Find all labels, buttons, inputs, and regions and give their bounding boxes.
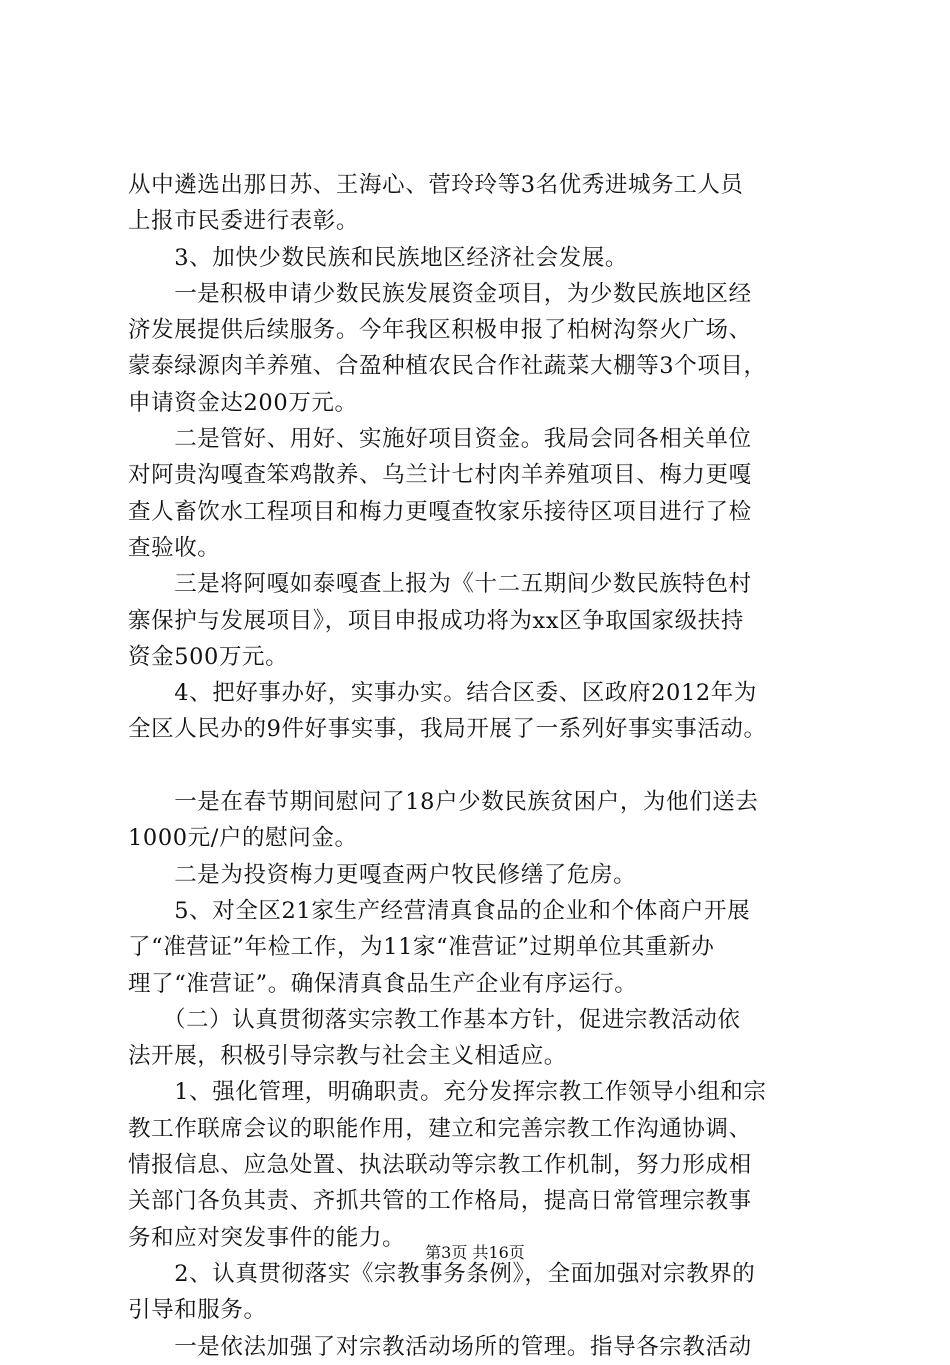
text-line: 资金500万元。: [128, 643, 289, 670]
text-line: 对阿贵沟嘎查笨鸡散养、乌兰计七村肉羊养殖项目、梅力更嘎: [128, 462, 752, 489]
text-line: 从中遴选出那日苏、王海心、菅玲玲等3名优秀进城务工人员: [128, 172, 744, 198]
text-line: 上报市民委进行表彰。: [128, 208, 360, 235]
text-line: 5、对全区21家生产经营清真食品的企业和个体商户开展: [128, 897, 751, 924]
document-body: [128, 167, 828, 1365]
text-line: 二是为投资梅力更嘎查两户牧民修缮了危房。: [128, 861, 637, 888]
text-line: 申请资金达200万元。: [128, 389, 358, 416]
text-line: 一是在春节期间慰问了18户少数民族贫困户，为他们送去: [128, 789, 759, 816]
text-line: 二是管好、用好、实施好项目资金。我局会同各相关单位: [128, 426, 752, 453]
text-line: 了“准营证”年检工作，为11家“准营证”过期单位其重新办: [128, 934, 715, 961]
text-line: 济发展提供后续服务。今年我区积极申报了柏树沟祭火广场、: [128, 317, 752, 344]
text-line: 2、认真贯彻落实《宗教事务条例》，全面加强对宗教界的: [128, 1260, 756, 1287]
text-line: 3、加快少数民族和民族地区经济社会发展。: [128, 244, 629, 271]
text-line: 查人畜饮水工程项目和梅力更嘎查牧家乐接待区项目进行了检: [128, 498, 752, 525]
text-line: （二）认真贯彻落实宗教工作基本方针，促进宗教活动依: [128, 1006, 741, 1033]
text-line: 法开展，积极引导宗教与社会主义相适应。: [128, 1043, 567, 1070]
text-line: 理了“准营证”。确保清真食品生产企业有序运行。: [128, 970, 638, 997]
text-line: 一是依法加强了对宗教活动场所的管理。指导各宗教活动: [128, 1333, 752, 1360]
text-line: 关部门各负其责、齐抓共管的工作格局，提高日常管理宗教事: [128, 1188, 752, 1215]
text-line: 蒙泰绿源肉羊养殖、合盈种植农民合作社蔬菜大棚等3个项目，: [128, 353, 767, 380]
text-line: 引导和服务。: [128, 1297, 267, 1324]
text-line: 查验收。: [128, 534, 221, 561]
text-line: 4、把好事办好，实事办实。结合区委、区政府2012年为: [128, 680, 757, 707]
text-line: 全区人民办的9件好事实事，我局开展了一系列好事实事活动。: [128, 716, 767, 743]
text-line: 情报信息、应急处置、执法联动等宗教工作机制，努力形成相: [128, 1152, 752, 1179]
text-line: 一是积极申请少数民族发展资金项目，为少数民族地区经: [128, 280, 752, 307]
text-line: 三是将阿嘎如泰嘎查上报为《十二五期间少数民族特色村: [128, 571, 752, 598]
text-line: 务和应对突发事件的能力。: [128, 1224, 406, 1251]
page-footer: 第3页 共16页: [425, 1243, 525, 1262]
blank-line: [128, 748, 828, 784]
text-line: 1000元/户的慰问金。: [128, 825, 358, 852]
text-line: 教工作联席会议的职能作用，建立和完善宗教工作沟通协调、: [128, 1115, 752, 1142]
text-line: 1、强化管理，明确职责。充分发挥宗教工作领导小组和宗: [128, 1079, 767, 1106]
text-line: 寨保护与发展项目》，项目申报成功将为xx区争取国家级扶持: [128, 607, 744, 634]
